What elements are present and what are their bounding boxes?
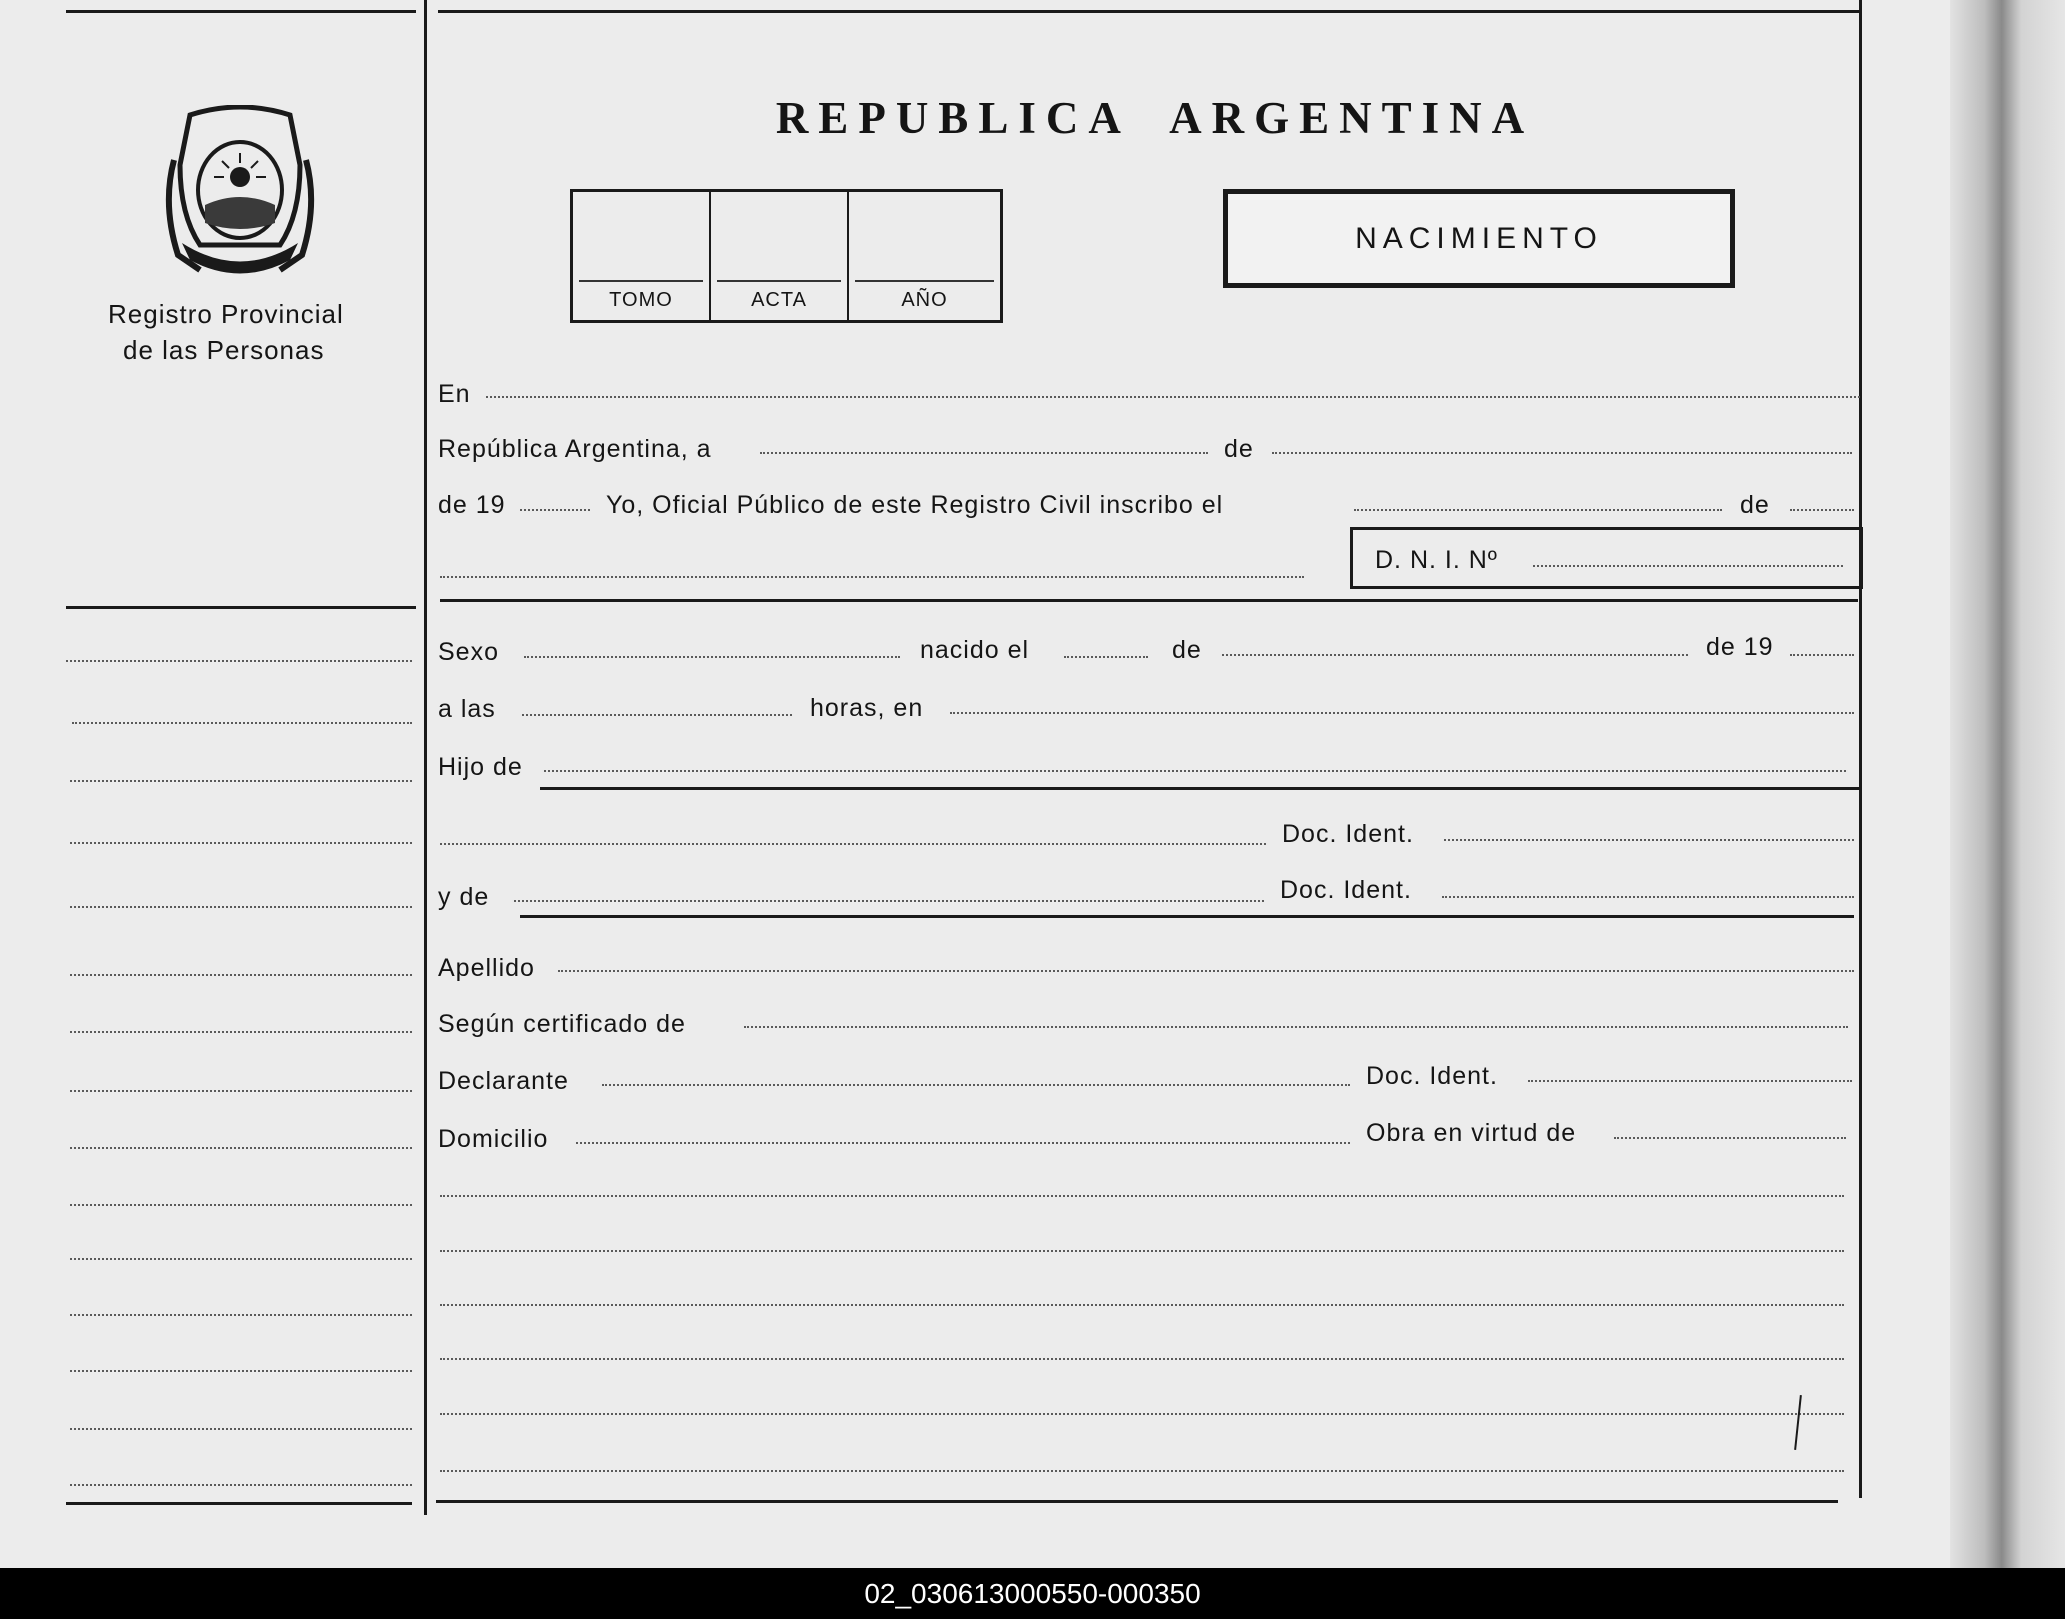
- declarante-field[interactable]: [602, 1084, 1350, 1086]
- day-field[interactable]: [760, 452, 1208, 454]
- margin-note-line-3[interactable]: [70, 780, 412, 782]
- domicilio-field[interactable]: [576, 1142, 1350, 1144]
- en-field[interactable]: [486, 396, 1860, 398]
- anio-cell[interactable]: [849, 192, 1000, 320]
- tomo-label: TOMO: [609, 289, 673, 311]
- margin-note-line-6[interactable]: [70, 974, 412, 976]
- declarante-label: Declarante: [438, 1067, 569, 1095]
- year-prefix-label: de 19: [438, 491, 506, 519]
- margin-note-line-12[interactable]: [70, 1314, 412, 1316]
- bottom-rule-left: [66, 1502, 412, 1505]
- en-label: En: [438, 380, 471, 408]
- left-mid-rule: [66, 606, 416, 609]
- acta-label: ACTA: [751, 289, 807, 311]
- acta-cell[interactable]: [711, 192, 849, 320]
- right-border: [1859, 0, 1862, 1498]
- margin-note-line-14[interactable]: [70, 1428, 412, 1430]
- mother-doc-ident-label: Doc. Ident.: [1280, 876, 1412, 904]
- right-mid-rule: [440, 599, 1858, 602]
- mother-name-field[interactable]: [514, 900, 1264, 902]
- observation-line-6[interactable]: [440, 1470, 1844, 1472]
- inscription-date-field[interactable]: [1354, 509, 1722, 511]
- certificado-field[interactable]: [744, 1026, 1848, 1028]
- org-name-line2: de las Personas: [123, 335, 325, 365]
- month-field[interactable]: [1272, 452, 1852, 454]
- mother-doc-field[interactable]: [1442, 896, 1854, 898]
- dni-box: [1350, 527, 1863, 589]
- birth-year-prefix-label: de 19: [1706, 633, 1774, 661]
- column-divider: [424, 0, 427, 1515]
- birth-year-field[interactable]: [1790, 654, 1854, 656]
- domicilio-label: Domicilio: [438, 1125, 549, 1153]
- margin-note-line-7[interactable]: [70, 1031, 412, 1033]
- act-type-box: [1223, 189, 1735, 288]
- dni-field[interactable]: [1533, 565, 1843, 567]
- segun-certificado-label: Según certificado de: [438, 1010, 686, 1038]
- birth-month-field[interactable]: [1222, 654, 1688, 656]
- act-type-label: NACIMIENTO: [1355, 221, 1603, 255]
- misiones-seal-icon: [160, 105, 320, 275]
- y-de-label: y de: [438, 883, 490, 911]
- scan-id-footer: [0, 1568, 2065, 1619]
- margin-note-line-15[interactable]: [70, 1484, 412, 1486]
- nacido-el-label: nacido el: [920, 636, 1030, 664]
- a-las-label: a las: [438, 695, 496, 723]
- birth-place-field[interactable]: [950, 712, 1854, 714]
- margin-note-line-1[interactable]: [66, 660, 412, 662]
- page-edge-shadow: [1950, 0, 2065, 1568]
- obra-en-virtud-field[interactable]: [1614, 1137, 1846, 1139]
- margin-note-line-2[interactable]: [72, 722, 412, 724]
- tomo-cell[interactable]: [573, 192, 711, 320]
- record-number-box: [570, 189, 1003, 323]
- margin-note-line-8[interactable]: [70, 1090, 412, 1092]
- observation-line-3[interactable]: [440, 1304, 1844, 1306]
- observation-line-2[interactable]: [440, 1250, 1844, 1252]
- margin-note-line-9[interactable]: [70, 1147, 412, 1149]
- dni-label: D. N. I. Nº: [1375, 546, 1498, 574]
- scan-id: 02_030613000550-000350: [864, 1578, 1201, 1609]
- observation-line-4[interactable]: [440, 1358, 1844, 1360]
- margin-note-line-5[interactable]: [70, 906, 412, 908]
- top-rule-left: [66, 10, 416, 13]
- signature-stroke: [1794, 1395, 1802, 1450]
- y-de-underline: [520, 915, 1854, 918]
- declarante-doc-ident-label: Doc. Ident.: [1366, 1062, 1498, 1090]
- obra-en-virtud-label: Obra en virtud de: [1366, 1119, 1577, 1147]
- anio-label: AÑO: [901, 289, 948, 311]
- observation-line-5[interactable]: [440, 1413, 1844, 1415]
- declarante-doc-field[interactable]: [1528, 1080, 1852, 1082]
- bottom-rule-right: [436, 1500, 1838, 1503]
- father-doc-field[interactable]: [1444, 839, 1854, 841]
- page-title: REPUBLICA ARGENTINA: [775, 93, 1535, 143]
- hijo-de-underline: [540, 787, 1860, 790]
- org-name-line1: Registro Provincial: [108, 299, 344, 329]
- margin-note-line-10[interactable]: [70, 1204, 412, 1206]
- year-field[interactable]: [520, 509, 590, 511]
- de-label-1: de: [1224, 435, 1254, 463]
- hour-field[interactable]: [522, 714, 792, 716]
- apellido-label: Apellido: [438, 954, 535, 982]
- apellido-field[interactable]: [558, 970, 1854, 972]
- sexo-label: Sexo: [438, 638, 499, 666]
- observation-line-1[interactable]: [440, 1195, 1844, 1197]
- top-rule-right: [438, 10, 1861, 13]
- horas-en-label: horas, en: [810, 694, 924, 722]
- republica-label: República Argentina, a: [438, 435, 712, 463]
- de-label-3: de: [1172, 636, 1202, 664]
- hijo-de-label: Hijo de: [438, 753, 523, 781]
- margin-note-line-13[interactable]: [70, 1370, 412, 1372]
- de-label-2: de: [1740, 491, 1770, 519]
- oficial-statement: Yo, Oficial Público de este Registro Civil inscribo el: [606, 491, 1224, 519]
- birth-day-field[interactable]: [1064, 656, 1148, 658]
- father-name-field[interactable]: [544, 770, 1846, 772]
- registrant-name-field[interactable]: [440, 576, 1304, 578]
- margin-note-line-4[interactable]: [70, 842, 412, 844]
- inscription-month-field[interactable]: [1790, 509, 1854, 511]
- sexo-field[interactable]: [524, 656, 900, 658]
- margin-note-line-11[interactable]: [70, 1258, 412, 1260]
- father-doc-ident-label: Doc. Ident.: [1282, 820, 1414, 848]
- father-name-field-2[interactable]: [440, 843, 1266, 845]
